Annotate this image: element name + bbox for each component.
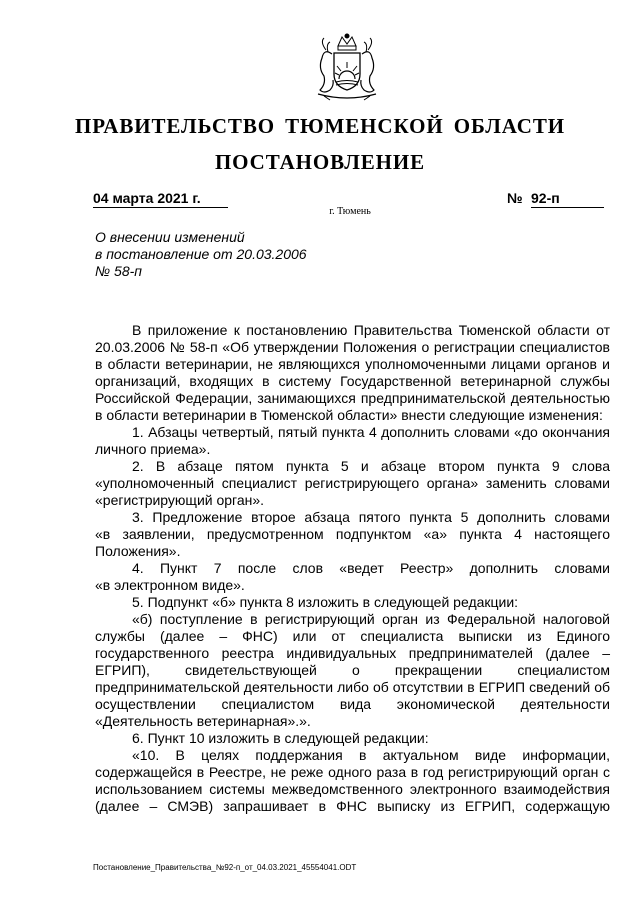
body-line: «в заявлении, предусмотренном подпунктом «а» пункта 4 настоящего: [95, 526, 610, 542]
body-line: 5. Подпункт «б» пункта 8 изложить в следующей редакции:: [132, 594, 519, 610]
document-city: г. Тюмень: [329, 206, 371, 217]
document-number: 92-п: [531, 190, 604, 208]
coat-of-arms-icon: [290, 32, 404, 102]
government-title: ПРАВИТЕЛЬСТВО ТЮМЕНСКОЙ ОБЛАСТИ: [75, 114, 565, 138]
body-line: В приложение к постановлению Правительства Тюменской области от: [132, 322, 610, 338]
body-line: «регистрирующий орган».: [95, 492, 265, 508]
body-line: 1. Абзацы четвертый, пятый пункта 4 дополнить словами «до окончания: [132, 424, 610, 440]
body-line: использованием системы межведомственного электронного взаимодействия: [95, 781, 610, 797]
body-line: (далее – СМЭВ) запрашивает в ФНС выписку из ЕГРИП, содержащую: [95, 798, 610, 814]
body-line: ЕГРИП), свидетельствующей о прекращении специалистом: [95, 662, 610, 678]
body-line: государственного реестра индивидуальных предпринимателей (далее –: [95, 645, 610, 661]
document-date: 04 марта 2021 г.: [93, 190, 228, 208]
body-line: осуществлении специалистом вида экономической деятельности: [95, 696, 610, 712]
document-subject: [95, 229, 307, 280]
subject-line: в постановление от 20.03.2006: [95, 246, 307, 262]
document-number-label: №: [507, 190, 523, 206]
body-line: организаций, входящих в систему Государственной ветеринарной службы: [95, 373, 610, 389]
document-body: [95, 322, 610, 815]
body-line: в области ветеринарии в Тюменской области» внести следующие изменения:: [95, 407, 603, 423]
body-line: 6. Пункт 10 изложить в следующей редакции:: [132, 730, 429, 746]
body-line: «б) поступление в регистрирующий орган из Федеральной налоговой: [132, 611, 610, 627]
body-line: службы (далее – ФНС) или от специалиста выписки из Единого: [95, 628, 610, 644]
footer-filename: Постановление_Правительства_№92-п_от_04.03.2021_45554041.ODT: [93, 863, 357, 872]
body-line: Положения».: [95, 543, 181, 559]
body-line: «уполномоченный специалист регистрирующего органа» заменить словами: [95, 475, 610, 491]
body-line: содержащейся в Реестре, не реже одного раза в год регистрирующий орган с: [95, 764, 610, 780]
document-type: ПОСТАНОВЛЕНИЕ: [214, 150, 426, 174]
body-line: «Деятельность ветеринарная».».: [95, 713, 311, 729]
body-line: в области ветеринарии, не являющихся уполномоченными лицами органов и: [95, 356, 610, 372]
body-line: 4. Пункт 7 после слов «ведет Реестр» дополнить словами: [132, 560, 610, 576]
body-line: 20.03.2006 № 58-п «Об утверждении Положения о регистрации специалистов: [95, 339, 610, 355]
body-line: личного приема».: [95, 441, 211, 457]
subject-line: О внесении изменений: [95, 229, 245, 245]
body-line: «в электронном виде».: [95, 577, 245, 593]
body-line: предпринимательской деятельности либо об отсутствии в ЕГРИП сведений об: [95, 679, 610, 695]
body-line: 3. Предложение второе абзаца пятого пункта 5 дополнить словами: [132, 509, 610, 525]
subject-line: № 58-п: [95, 263, 142, 279]
body-line: «10. В целях поддержания в актуальном виде информации,: [132, 747, 610, 763]
body-line: Российской Федерации, занимающихся предпринимательской деятельностью: [95, 390, 610, 406]
body-line: 2. В абзаце пятом пункта 5 и абзаце втором пункта 9 слова: [132, 458, 610, 474]
